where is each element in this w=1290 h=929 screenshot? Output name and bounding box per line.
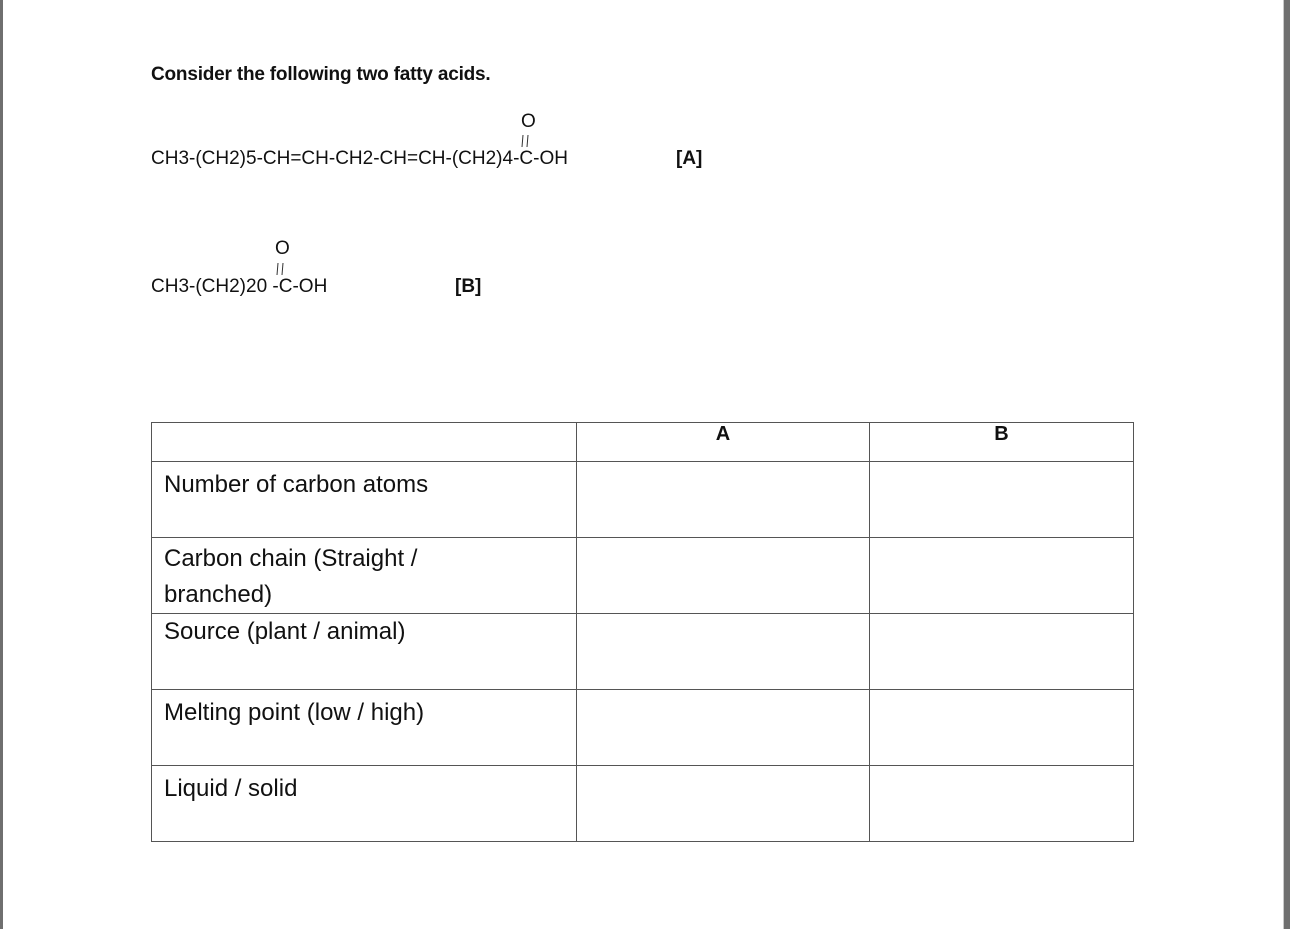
answer-cell-b[interactable] [870, 690, 1134, 766]
answer-cell-b[interactable] [870, 538, 1134, 614]
fatty-acid-a-formula [151, 148, 568, 170]
formula-a-hydroxyl: -OH [533, 148, 568, 169]
fatty-acid-b-formula [151, 276, 327, 298]
row-label: Melting point (low / high) [164, 699, 425, 726]
row-label: Number of carbon atoms [164, 471, 429, 498]
row-label: Source (plant / animal) [164, 618, 406, 645]
page-left-border [0, 0, 3, 929]
table-row [152, 766, 1134, 842]
header-blank [152, 423, 577, 462]
answer-cell-a[interactable] [577, 614, 870, 690]
row-label-cell [152, 766, 577, 842]
table-row [152, 690, 1134, 766]
answer-cell-a[interactable] [577, 690, 870, 766]
table-row [152, 538, 1134, 614]
row-label-cell [152, 690, 577, 766]
answer-cell-a[interactable] [577, 538, 870, 614]
answer-cell-a[interactable] [577, 462, 870, 538]
page-right-border [1284, 0, 1290, 929]
row-label: Liquid / solid [164, 775, 298, 802]
formula-a-chain: CH3-(CH2)5-CH=CH-CH2-CH=CH-(CH2)4- [151, 148, 520, 169]
double-bond-a [519, 134, 531, 148]
fatty-acid-b-tag: [B] [455, 276, 482, 297]
answer-cell-b[interactable] [870, 462, 1134, 538]
carbonyl-oxygen-b: O [275, 238, 290, 259]
header-a: A [577, 423, 870, 462]
question-heading: Consider the following two fatty acids. [151, 64, 491, 85]
table-row [152, 462, 1134, 538]
row-label-cell [152, 462, 577, 538]
answer-cell-b[interactable] [870, 766, 1134, 842]
comparison-table [151, 422, 1134, 842]
row-label-cell [152, 538, 577, 614]
formula-b-chain: CH3-(CH2)20 - [151, 276, 279, 297]
fatty-acid-a-tag: [A] [676, 148, 703, 169]
formula-b-carbon: C [278, 276, 293, 297]
answer-cell-a[interactable] [577, 766, 870, 842]
double-bond-b [274, 262, 286, 276]
row-label: Carbon chain (Straight / branched) [164, 545, 418, 608]
table-row [152, 614, 1134, 690]
formula-b-hydroxyl: -OH [292, 276, 328, 297]
header-b: B [870, 423, 1134, 462]
answer-cell-b[interactable] [870, 614, 1134, 690]
row-label-cell [152, 614, 577, 690]
table-header-row [152, 423, 1134, 462]
carbonyl-oxygen-a: O [521, 111, 536, 132]
formula-a-carbon: C [519, 148, 534, 169]
